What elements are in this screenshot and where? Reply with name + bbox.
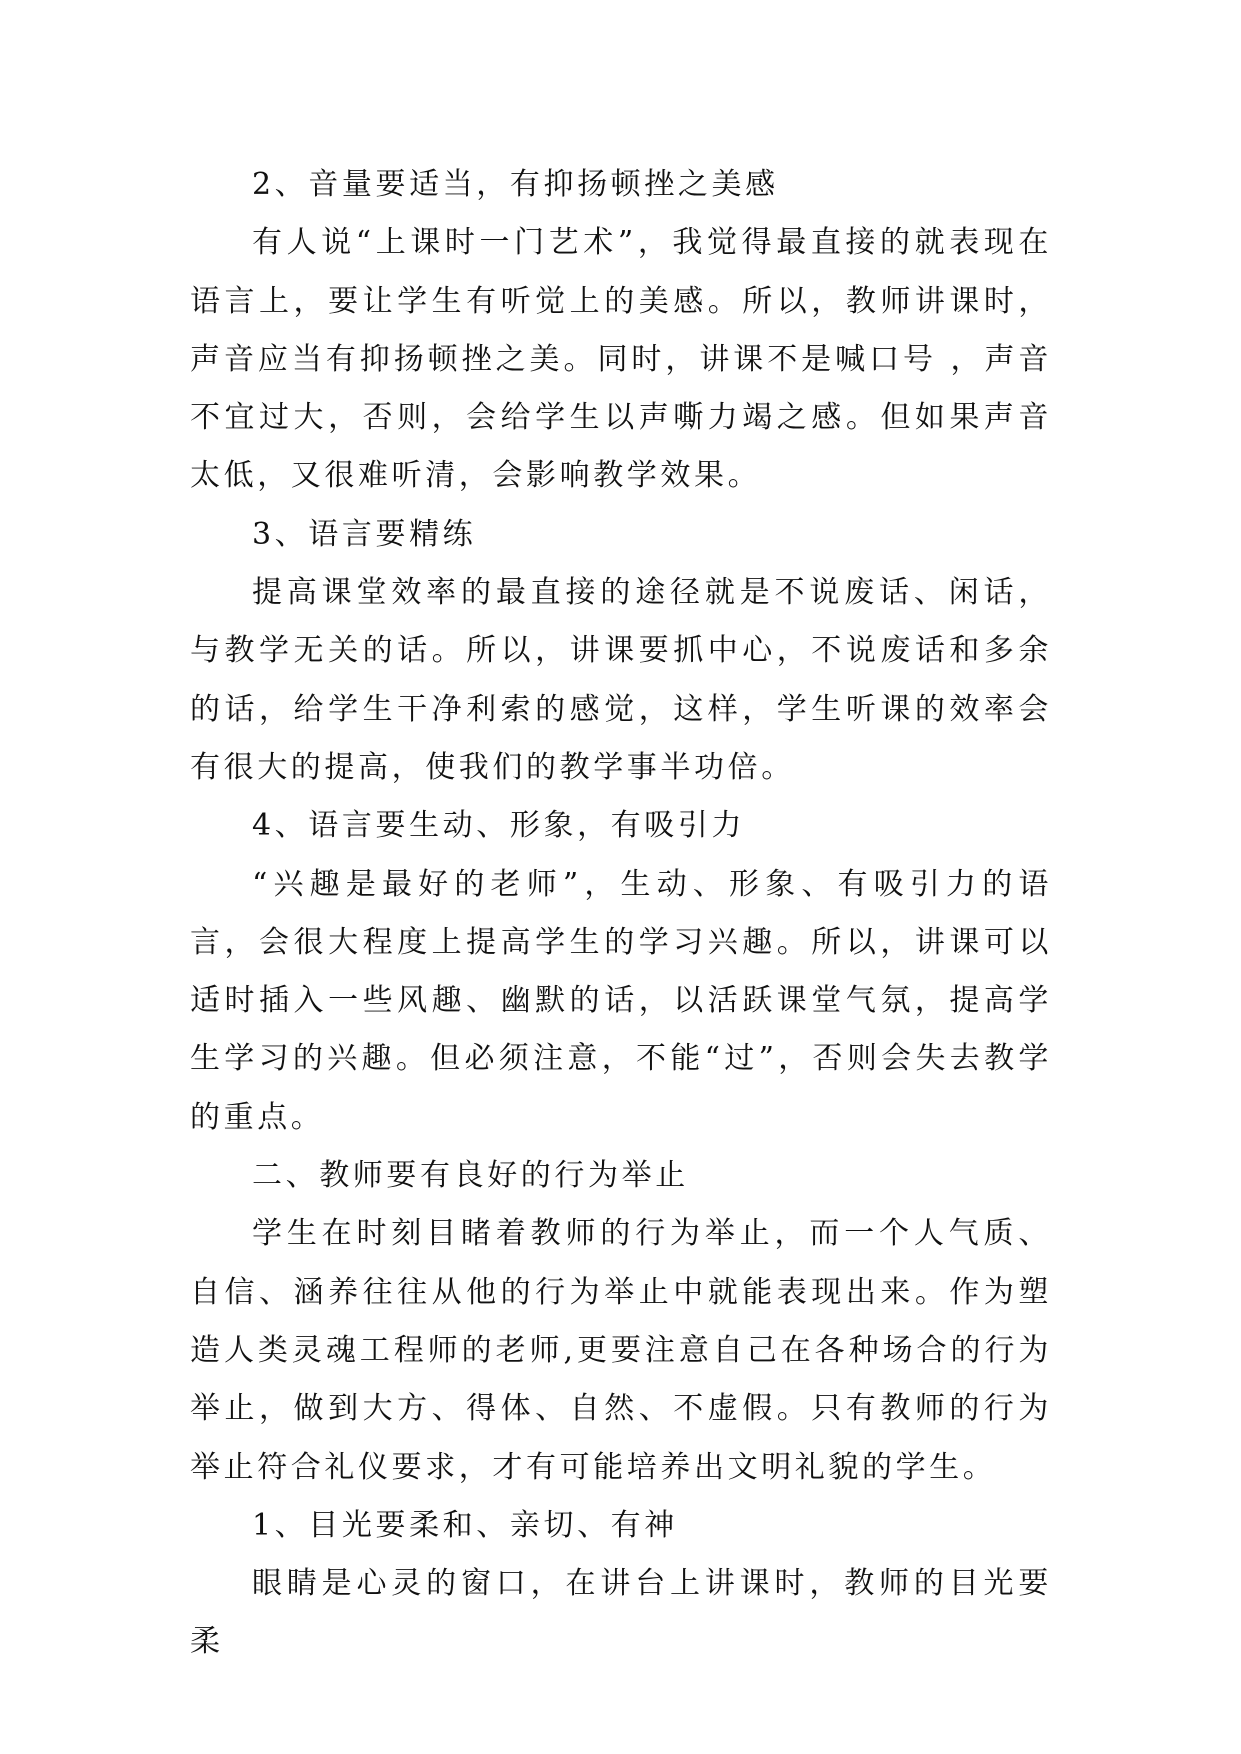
paragraph: 有人说“上课时一门艺术”，我觉得最直接的就表现在语言上，要让学生有听觉上的美感。所以，教师讲课时，声音应当有抑扬顿挫之美。同时，讲课不是喊口号 ，声音不宜过大，否则，会给学生以声嘶力竭之感。但如果声音太低，又很难听清，会影响教学效果。 (190, 225, 1052, 494)
paragraph: 提高课堂效率的最直接的途径就是不说废话、闲话，与教学无关的话。所以，讲课要抓中心，不说废话和多余的话，给学生干净利索的感觉，这样，学生听课的效率会有很大的提高，使我们的教学事半功倍。 (190, 575, 1052, 785)
paragraph: 眼睛是心灵的窗口，在讲台上讲课时，教师的目光要柔 (190, 1566, 1052, 1660)
section-heading: 2、音量要适当，有抑扬顿挫之美感 (252, 167, 779, 202)
document-body (190, 156, 1052, 1672)
section-heading: 4、语言要生动、形象，有吸引力 (252, 808, 746, 844)
section-heading: 3、语言要精练 (252, 516, 477, 552)
section-heading: 二、教师要有良好的行为举止 (252, 1158, 689, 1194)
section-heading: 1、目光要柔和、亲切、有神 (252, 1507, 678, 1543)
paragraph: “兴趣是最好的老师”，生动、形象、有吸引力的语言，会很大程度上提高学生的学习兴趣。所以，讲课可以适时插入一些风趣、幽默的话，以活跃课堂气氛，提高学生学习的兴趣。但必须注意，不能“过”，否则会失去教学的重点。 (190, 866, 1052, 1135)
paragraph: 学生在时刻目睹着教师的行为举止，而一个人气质、自信、涵养往往从他的行为举止中就能表现出来。作为塑造人类灵魂工程师的老师,更要注意自己在各种场合的行为举止，做到大方、得体、自然、不虚假。只有教师的行为举止符合礼仪要求，才有可能培养出文明礼貌的学生。 (190, 1216, 1052, 1485)
